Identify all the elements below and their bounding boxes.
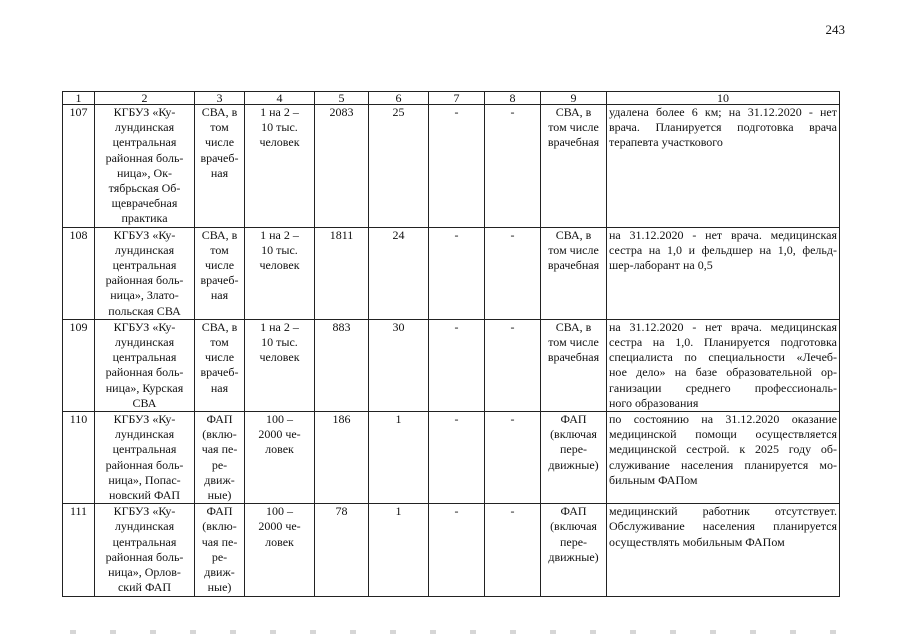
cell-line: СВА, в xyxy=(201,227,238,242)
facilities-table xyxy=(62,91,840,597)
cell-line: 1 на 2 – xyxy=(260,105,299,119)
note-line: шер-лаборант на 0,5 xyxy=(609,258,713,273)
row-number: 109 xyxy=(63,319,95,411)
cell-line: том числе xyxy=(548,335,599,350)
column-header: 8 xyxy=(485,92,541,105)
column-9-cell xyxy=(541,504,607,596)
facility-type-cell xyxy=(195,412,245,504)
cell-line: числе xyxy=(204,258,235,273)
column-header: 9 xyxy=(541,92,607,105)
cell-line: центральная xyxy=(112,258,177,273)
column-header: 7 xyxy=(429,92,485,105)
cell-line: тябрьская Об- xyxy=(108,181,181,196)
cell-line: лундинская xyxy=(114,120,175,135)
column-6-cell: 1 xyxy=(369,504,429,596)
note-line: ного образования xyxy=(609,395,699,410)
note-cell xyxy=(607,227,840,319)
column-5-cell: 883 xyxy=(315,319,369,411)
cell-line: врачебная xyxy=(547,258,600,273)
facility-type-cell xyxy=(195,105,245,228)
note-line: сестра на 1,0 и фельдшер на 1,0, фельд- xyxy=(609,242,837,257)
population-cell xyxy=(245,319,315,411)
row-number: 108 xyxy=(63,227,95,319)
note-line: ганизации среднего профессиональ- xyxy=(609,380,837,395)
table-row xyxy=(63,227,840,319)
column-5-cell: 2083 xyxy=(315,105,369,228)
cell-line: движные) xyxy=(548,457,599,472)
header-row xyxy=(63,92,840,105)
column-header: 5 xyxy=(315,92,369,105)
cell-line: СВА, в xyxy=(201,105,238,119)
cell-line: ФАП xyxy=(560,504,587,519)
column-7-cell: - xyxy=(429,105,485,228)
cell-line: 10 тыс. xyxy=(261,335,298,350)
cell-line: 1 на 2 – xyxy=(260,319,299,334)
cell-line: ФАП xyxy=(560,412,587,427)
cell-line: ница», Курская xyxy=(105,380,184,395)
cell-line: КГБУЗ «Ку- xyxy=(113,319,176,334)
cell-line: СВА, в xyxy=(555,227,592,242)
column-6-cell: 1 xyxy=(369,412,429,504)
cell-line: ная xyxy=(210,380,229,395)
cell-line: ница», Злато- xyxy=(110,288,179,303)
cell-line: 100 – xyxy=(266,504,293,519)
cell-line: ре- xyxy=(211,457,228,472)
cell-line: том числе xyxy=(548,120,599,135)
cell-line: 100 – xyxy=(266,412,293,427)
cell-line: ре- xyxy=(211,549,228,564)
cell-line: ница», Орлов- xyxy=(108,565,181,580)
note-line: на 31.12.2020 - нет врача. медицинская xyxy=(609,319,837,334)
cell-line: районная боль- xyxy=(105,457,184,472)
cell-line: КГБУЗ «Ку- xyxy=(113,105,176,119)
cell-line: 10 тыс. xyxy=(261,242,298,257)
page-number: 243 xyxy=(825,22,845,37)
cell-line: районная боль- xyxy=(105,365,184,380)
cell-line: числе xyxy=(204,350,235,365)
cell-line: 1 на 2 – xyxy=(260,227,299,242)
cell-line: СВА, в xyxy=(555,105,592,119)
cell-line: центральная xyxy=(112,135,177,150)
facility-type-cell xyxy=(195,319,245,411)
row-number: 107 xyxy=(63,105,95,228)
organization-cell xyxy=(95,504,195,596)
cell-line: движные) xyxy=(548,549,599,564)
column-7-cell: - xyxy=(429,412,485,504)
column-7-cell: - xyxy=(429,319,485,411)
facility-type-cell xyxy=(195,504,245,596)
cell-line: щеврачебная xyxy=(111,196,178,211)
cell-line: врачеб- xyxy=(200,273,239,288)
cell-line: СВА xyxy=(132,395,157,410)
cell-line: том xyxy=(210,120,229,135)
column-6-cell: 30 xyxy=(369,319,429,411)
organization-cell xyxy=(95,412,195,504)
note-cell xyxy=(607,412,840,504)
table-row xyxy=(63,319,840,411)
scan-artifact-strip xyxy=(70,630,870,634)
column-5-cell: 1811 xyxy=(315,227,369,319)
column-header: 4 xyxy=(245,92,315,105)
cell-line: ные) xyxy=(207,488,232,503)
cell-line: 2000 че- xyxy=(258,427,301,442)
column-5-cell: 186 xyxy=(315,412,369,504)
cell-line: врачебная xyxy=(547,350,600,365)
cell-line: польская СВА xyxy=(108,303,181,318)
cell-line: врачебная xyxy=(547,135,600,150)
cell-line: том xyxy=(210,335,229,350)
note-line: медицинской помощи осуществляется xyxy=(609,427,837,442)
cell-line: ловек xyxy=(265,442,294,457)
cell-line: 10 тыс. xyxy=(261,120,298,135)
cell-line: лундинская xyxy=(114,335,175,350)
cell-line: движ- xyxy=(204,472,235,487)
note-line: врача. Планируется подготовка врача xyxy=(609,120,837,135)
cell-line: 2000 че- xyxy=(258,519,301,534)
cell-line: врачеб- xyxy=(200,150,239,165)
column-8-cell: - xyxy=(485,504,541,596)
note-cell xyxy=(607,504,840,596)
table-row xyxy=(63,412,840,504)
note-line: медицинский работник отсутствует. xyxy=(609,504,837,519)
organization-cell xyxy=(95,227,195,319)
cell-line: лундинская xyxy=(114,242,175,257)
cell-line: (вклю- xyxy=(202,427,237,442)
cell-line: КГБУЗ «Ку- xyxy=(113,227,176,242)
column-header: 10 xyxy=(607,92,840,105)
cell-line: человек xyxy=(259,258,300,273)
table-row xyxy=(63,504,840,596)
cell-line: практика xyxy=(121,211,168,226)
note-line: бильным ФАПом xyxy=(609,472,698,487)
cell-line: пере- xyxy=(559,442,588,457)
note-line: специалиста по специальности «Лечеб- xyxy=(609,350,837,365)
cell-line: новский ФАП xyxy=(108,488,181,503)
cell-line: ФАП xyxy=(206,504,233,519)
cell-line: чая пе- xyxy=(201,534,238,549)
note-line: ное дело» на базе образовательной ор- xyxy=(609,365,837,380)
column-8-cell: - xyxy=(485,412,541,504)
cell-line: числе xyxy=(204,135,235,150)
organization-cell xyxy=(95,319,195,411)
cell-line: СВА, в xyxy=(555,319,592,334)
population-cell xyxy=(245,227,315,319)
cell-line: ная xyxy=(210,288,229,303)
cell-line: лундинская xyxy=(114,519,175,534)
cell-line: человек xyxy=(259,350,300,365)
note-cell xyxy=(607,319,840,411)
cell-line: центральная xyxy=(112,350,177,365)
cell-line: КГБУЗ «Ку- xyxy=(113,412,176,427)
cell-line: районная боль- xyxy=(105,150,184,165)
column-9-cell xyxy=(541,412,607,504)
cell-line: СВА, в xyxy=(201,319,238,334)
cell-line: (включая xyxy=(550,519,597,534)
cell-line: районная боль- xyxy=(105,273,184,288)
cell-line: чая пе- xyxy=(201,442,238,457)
column-header: 2 xyxy=(95,92,195,105)
row-number: 111 xyxy=(63,504,95,596)
cell-line: ница», Ок- xyxy=(116,165,173,180)
column-9-cell xyxy=(541,319,607,411)
cell-line: пере- xyxy=(559,534,588,549)
cell-line: человек xyxy=(259,135,300,150)
column-8-cell: - xyxy=(485,319,541,411)
population-cell xyxy=(245,412,315,504)
column-5-cell: 78 xyxy=(315,504,369,596)
note-line: медицинской сестрой. к 2025 году об- xyxy=(609,442,837,457)
note-line: по состоянию на 31.12.2020 оказание xyxy=(609,412,837,427)
column-9-cell xyxy=(541,105,607,228)
cell-line: движ- xyxy=(204,565,235,580)
column-8-cell: - xyxy=(485,105,541,228)
cell-line: ский ФАП xyxy=(117,580,172,595)
cell-line: районная боль- xyxy=(105,549,184,564)
note-line: удалена более 6 км; на 31.12.2020 - нет xyxy=(609,105,837,119)
cell-line: ные) xyxy=(207,580,232,595)
cell-line: центральная xyxy=(112,442,177,457)
column-header: 1 xyxy=(63,92,95,105)
column-6-cell: 24 xyxy=(369,227,429,319)
column-7-cell: - xyxy=(429,227,485,319)
cell-line: ная xyxy=(210,165,229,180)
cell-line: КГБУЗ «Ку- xyxy=(113,504,176,519)
column-7-cell: - xyxy=(429,504,485,596)
note-line: сестра на 1,0. Планируется подготовка xyxy=(609,335,837,350)
cell-line: ловек xyxy=(265,534,294,549)
facility-type-cell xyxy=(195,227,245,319)
cell-line: врачеб- xyxy=(200,365,239,380)
note-line: служивание населения планируется мо- xyxy=(609,457,837,472)
column-6-cell: 25 xyxy=(369,105,429,228)
population-cell xyxy=(245,504,315,596)
cell-line: центральная xyxy=(112,534,177,549)
note-line: терапевта участкового xyxy=(609,135,723,150)
cell-line: ФАП xyxy=(206,412,233,427)
note-line: Обслуживание населения планируется xyxy=(609,519,837,534)
population-cell xyxy=(245,105,315,228)
note-line: на 31.12.2020 - нет врача. медицинская xyxy=(609,227,837,242)
cell-line: ница», Попас- xyxy=(108,472,181,487)
cell-line: том xyxy=(210,242,229,257)
table-row xyxy=(63,105,840,228)
column-8-cell: - xyxy=(485,227,541,319)
column-header: 3 xyxy=(195,92,245,105)
cell-line: том числе xyxy=(548,242,599,257)
organization-cell xyxy=(95,105,195,228)
note-cell xyxy=(607,105,840,228)
column-9-cell xyxy=(541,227,607,319)
row-number: 110 xyxy=(63,412,95,504)
note-line: осуществлять мобильным ФАПом xyxy=(609,534,785,549)
cell-line: (включая xyxy=(550,427,597,442)
cell-line: (вклю- xyxy=(202,519,237,534)
cell-line: лундинская xyxy=(114,427,175,442)
column-header: 6 xyxy=(369,92,429,105)
